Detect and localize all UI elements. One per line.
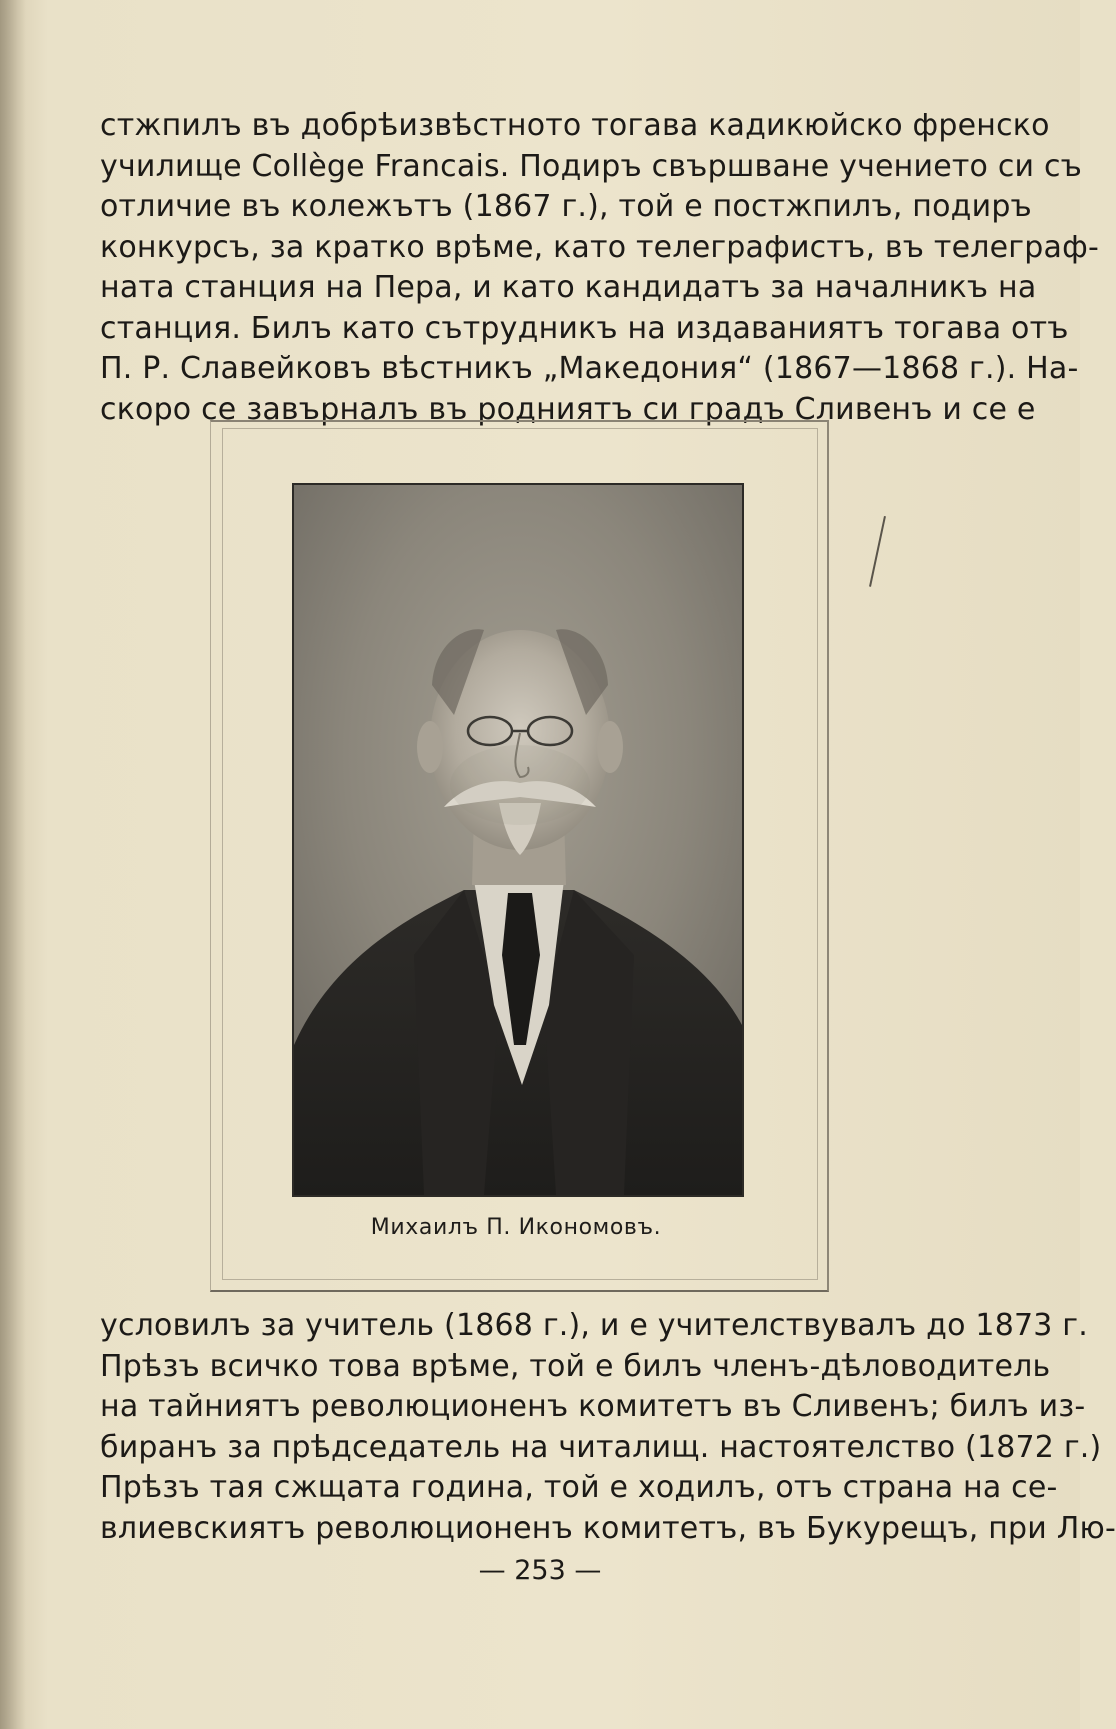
figure-caption: Михаилъ П. Икономовъ. <box>370 1215 662 1240</box>
text-line: стжпилъ въ добрѣизвѣстното тогава кадикюйско френско <box>100 108 1050 143</box>
portrait-photo <box>292 483 744 1197</box>
top-paragraph <box>100 106 1099 430</box>
text-line: конкурсъ, за кратко врѣме, като телеграфистъ, въ телеграф- <box>100 229 1099 265</box>
text-line: условилъ за учитель (1868 г.), и е учителствувалъ до 1873 г. <box>100 1308 1088 1343</box>
text-line: скоро се завърналъ въ родниятъ си градъ Сливенъ и се е <box>100 391 1036 427</box>
text-line: отличие въ колежътъ (1867 г.), той е постжпилъ, подиръ <box>100 189 1032 224</box>
pencil-mark <box>869 516 886 587</box>
text-line: станция. Билъ като сътрудникъ на издаваниятъ тогава отъ <box>100 310 1069 346</box>
page-number: — 253 — <box>478 1555 602 1586</box>
bottom-paragraph <box>100 1306 1116 1549</box>
text-line: ната станция на Пера, и като кандидатъ за началникъ на <box>100 270 1037 305</box>
text-line: на тайниятъ революционенъ комитетъ въ Сливенъ; билъ из- <box>100 1389 1086 1424</box>
text-line: Прѣзъ всичко това врѣме, той е билъ членъ-дѣловодитель <box>100 1348 1051 1384</box>
text-line: влиевскиятъ революционенъ комитетъ, въ Букурещъ, при Лю- <box>100 1510 1116 1546</box>
text-line: биранъ за прѣдседатель на читалищ. настоятелство (1872 г.) <box>100 1429 1102 1465</box>
text-line: училище Collège Francais. Подиръ свършване учението си съ <box>100 148 1083 184</box>
text-line: П. Р. Славейковъ вѣстникъ „Македония“ (1867—1868 г.). На- <box>100 351 1079 386</box>
text-line: Прѣзъ тая сжщата година, той е ходилъ, отъ страна на се- <box>100 1470 1058 1505</box>
spine-shadow <box>0 0 26 1729</box>
